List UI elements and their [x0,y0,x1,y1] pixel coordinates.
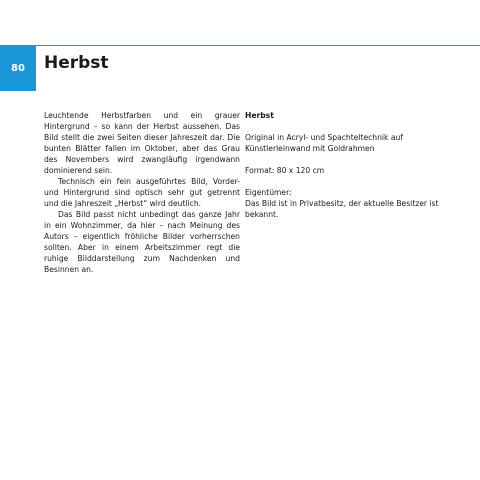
body-paragraph: Technisch ein fein ausgeführtes Bild, Vorder- und Hintergrund sind optisch sehr gut getrennt und die Jahreszeit „Herbst“ wird deutlich. [44,177,240,208]
artwork-info-column [245,110,445,220]
owner-text: Das Bild ist in Privatbesitz, der aktuelle Besitzer ist bekannt. [245,199,439,219]
artwork-format: Format: 80 x 120 cm [245,166,325,175]
owner-label: Eigentümer: [245,188,292,197]
body-text-column [44,110,240,275]
page-title: Herbst [44,53,109,73]
body-paragraph: Leuchtende Herbstfarben und ein grauer Hintergrund – so kann der Herbst aussehen. Das Bild stellt die zwei Seiten dieser Jahreszeit dar. Die bunten Blätter fallen im Oktober, aber das Grau des Novembers wird zwangläufig irgendwann dominierend sein. [44,111,240,175]
page-number-tab [0,45,36,91]
header-rule [36,45,480,46]
page-number: 80 [11,62,25,74]
artwork-technique: Original in Acryl- und Spachteltechnik auf Künstlerleinwand mit Goldrahmen [245,133,403,153]
body-paragraph: Das Bild passt nicht unbedingt das ganze Jahr in ein Wohnzimmer, da hier – nach Meinung des Autors – eigentlich fröhliche Bilder vorherrschen sollten. Aber in einem Arbeitszimmer regt die ruhige Bilddarstellung zum Nachdenken und Besinnen an. [44,210,240,274]
artwork-title: Herbst [245,111,274,120]
